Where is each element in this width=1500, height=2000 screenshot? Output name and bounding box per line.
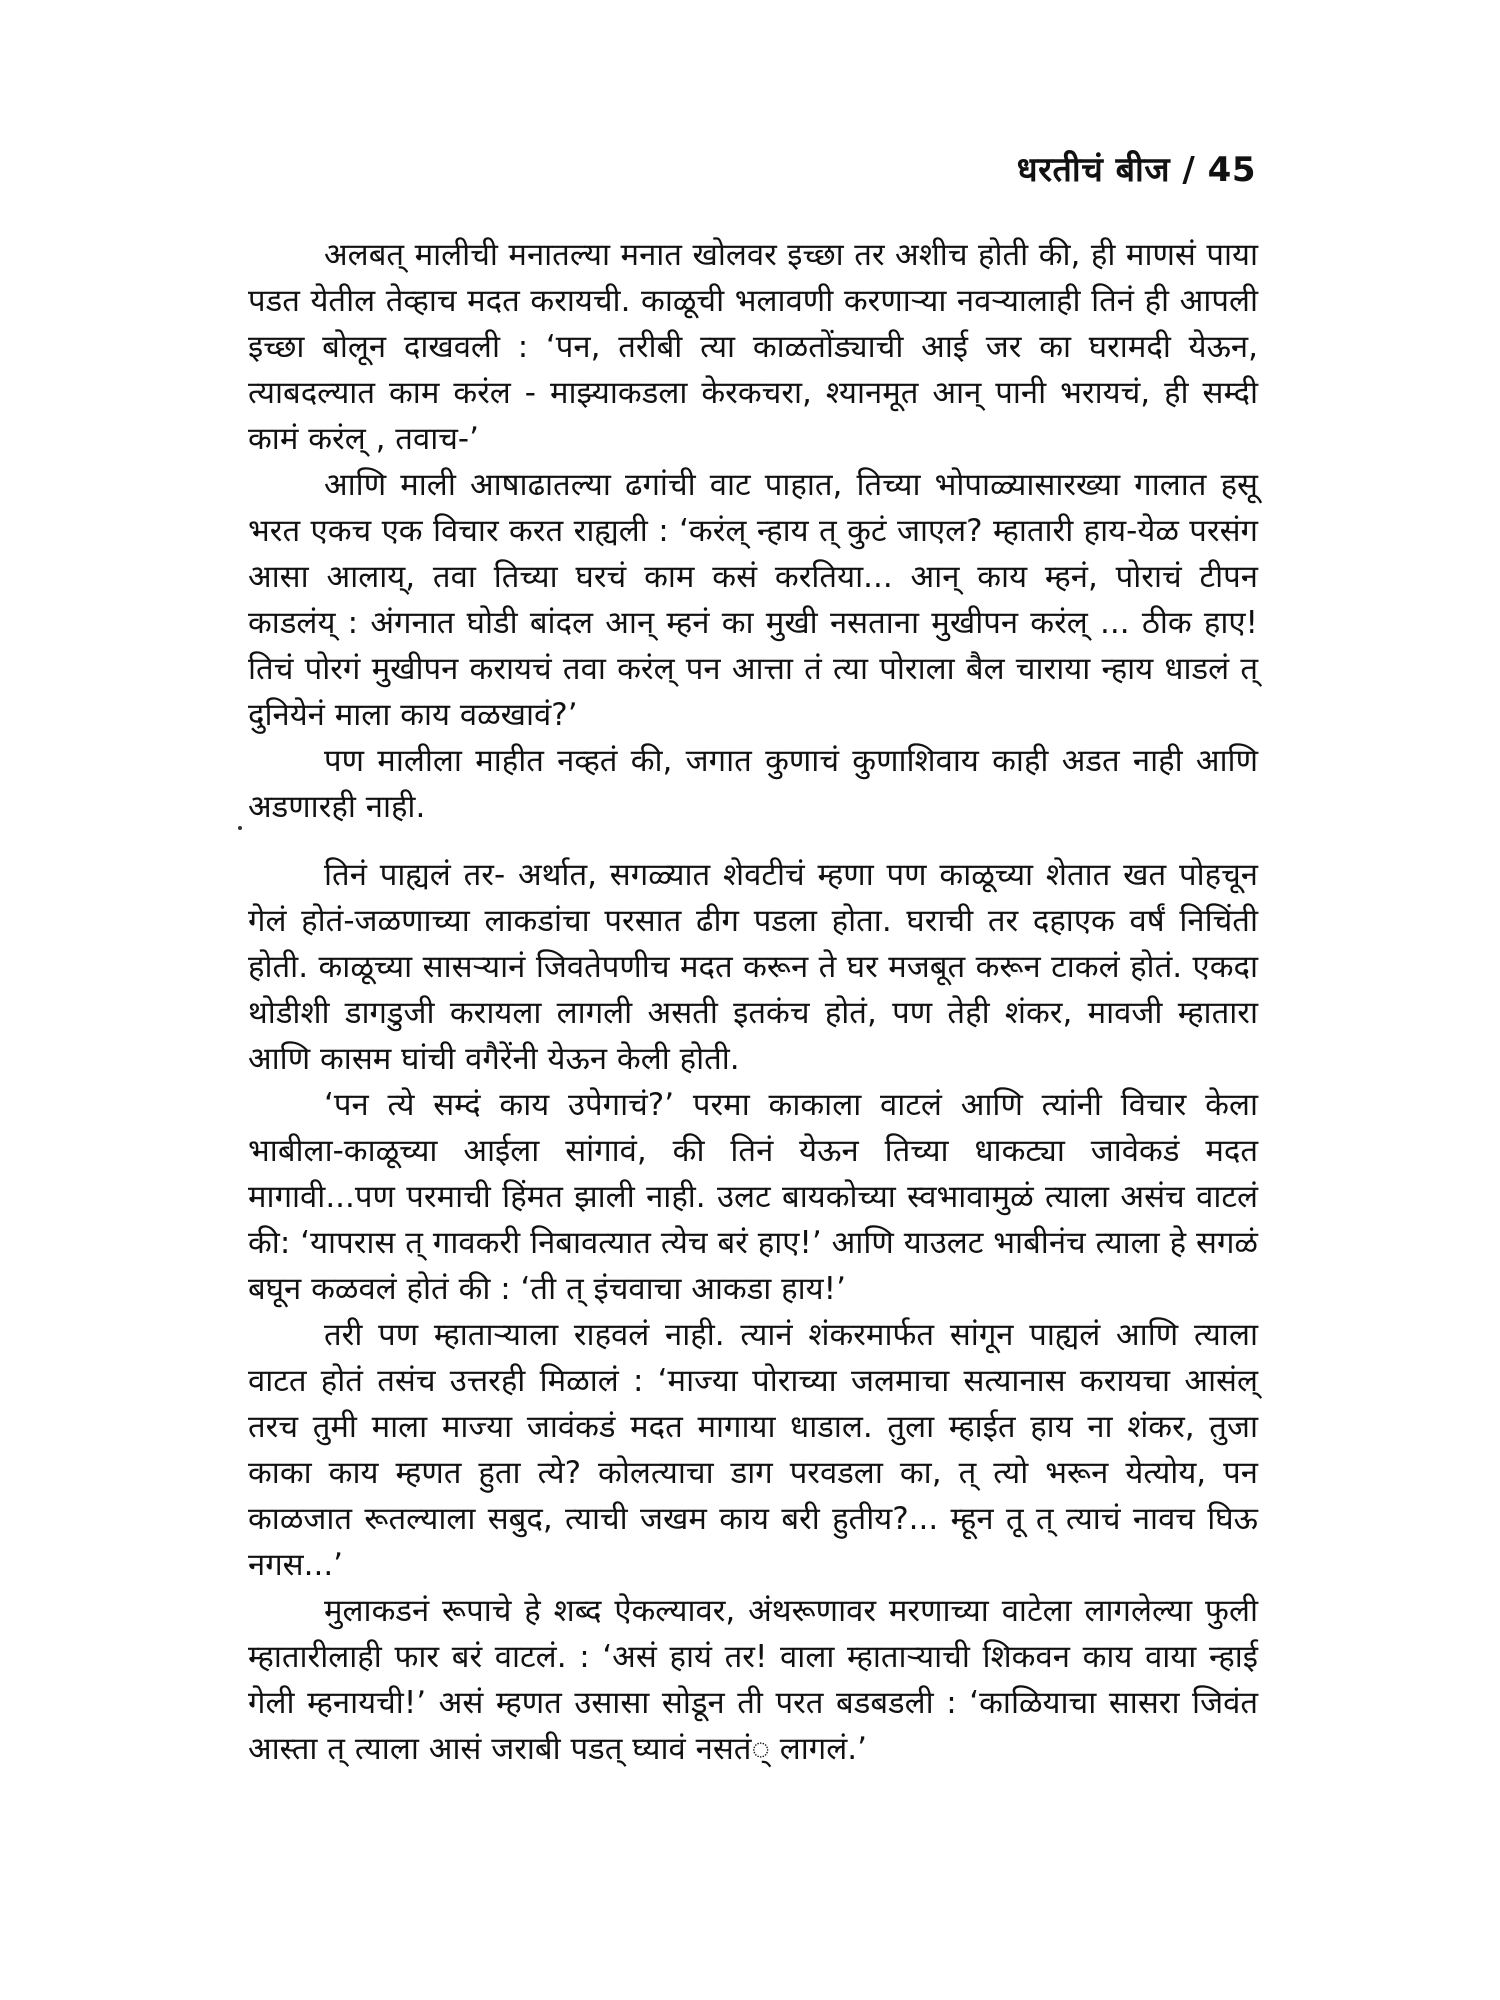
running-head: धरतीचं बीज / 45	[1016, 150, 1256, 190]
body-text	[248, 232, 1258, 1772]
paragraph: अलबत् मालीची मनातल्या मनात खोलवर इच्छा तर अशीच होती की, ही माणसं पाया पडत येतील तेव्हाच मदत करायची. काळूची भलावणी करणाऱ्या नवऱ्यालाही तिनं ही आपली इच्छा बोलून दाखवली : ‘पन, तरीबी त्या काळतोंड्याची आई जर का घरामदी येऊन, त्याबदल्यात काम करंल - माझ्याकडला केरकचरा, श्यानमूत आन् पानी भरायचं, ही सम्दी कामं करंल् , तवाच-’	[248, 237, 1258, 457]
paragraph: मुलाकडनं रूपाचे हे शब्द ऐकल्यावर, अंथरूणावर मरणाच्या वाटेला लागलेल्या फुली म्हातारीलाही फार बरं वाटलं. : ‘असं हायं तर! वाला म्हाताऱ्याची शिकवन काय वाया न्हाई गेली म्हनायची!’ असं म्हणत उसासा सोडून ती परत बडबडली : ‘काळियाचा सासरा जिवंत आस्ता त् त्याला आसं जराबी पडत् घ्यावं नसतं् लागलं.’	[248, 1593, 1258, 1767]
paragraph: ‘पन त्ये सम्दं काय उपेगाचं?’ परमा काकाला वाटलं आणि त्यांनी विचार केला भाबीला-काळूच्या आईला सांगावं, की तिनं येऊन तिच्या धाकट्या जावेकडं मदत मागावी...पण परमाची हिंमत झाली नाही. उलट बायकोच्या स्वभावामुळं त्याला असंच वाटलं की: ‘यापरास त् गावकरी निबावत्यात त्येच बरं हाए!’ आणि याउलट भाबीनंच त्याला हे सगळं बघून कळवलं होतं की : ‘ती त् इंचवाचा आकडा हाय!’	[248, 1087, 1258, 1307]
paragraph: आणि माली आषाढातल्या ढगांची वाट पाहात, तिच्या भोपाळ्यासारख्या गालात हसू भरत एकच एक विचार करत राह्यली : ‘करंल् न्हाय त् कुटं जाएल? म्हातारी हाय-येळ परसंग आसा आलाय्, तवा तिच्या घरचं काम कसं करतिया... आन् काय म्हनं, पोराचं टीपन काडलंय् : अंगनात घोडी बांदल आन् म्हनं का मुखी नसताना मुखीपन करंल् ... ठीक हाए! तिचं पोरगं मुखीपन करायचं तवा करंल् पन आत्ता तं त्या पोराला बैल चाराया न्हाय धाडलं त् दुनियेनं माला काय वळखावं?’	[248, 467, 1258, 733]
paragraph: तरी पण म्हाताऱ्याला राहवलं नाही. त्यानं शंकरमार्फत सांगून पाह्यलं आणि त्याला वाटत होतं तसंच उत्तरही मिळालं : ‘माज्या पोराच्या जलमाचा सत्यानास करायचा आसंल् तरच तुमी माला माज्या जावंकडं मदत मागाया धाडाल. तुला म्हाईत हाय ना शंकर, तुजा काका काय म्हणत हुता त्ये? कोलत्याचा डाग परवडला का, त् त्यो भरून येत्योय, पन काळजात रूतल्याला सबुद, त्याची जखम काय बरी हुतीय?... म्हून तू त् त्याचं नावच घिऊ नगस...’	[248, 1317, 1258, 1583]
paragraph: तिनं पाह्यलं तर- अर्थात, सगळ्यात शेवटीचं म्हणा पण काळूच्या शेतात खत पोहचून गेलं होतं-जळणाच्या लाकडांचा परसात ढीग पडला होता. घराची तर दहाएक वर्षं निचिंती होती. काळूच्या सासऱ्यानं जिवतेपणीच मदत करून ते घर मजबूत करून टाकलं होतं. एकदा थोडीशी डागडुजी करायला लागली असती इतकंच होतं, पण तेही शंकर, मावजी म्हातारा आणि कासम घांची वगैरेंनी येऊन केली होती.	[248, 857, 1258, 1077]
paragraph: पण मालीला माहीत नव्हतं की, जगात कुणाचं कुणाशिवाय काही अडत नाही आणि अडणारही नाही.	[248, 743, 1258, 825]
margin-dot	[238, 826, 242, 830]
